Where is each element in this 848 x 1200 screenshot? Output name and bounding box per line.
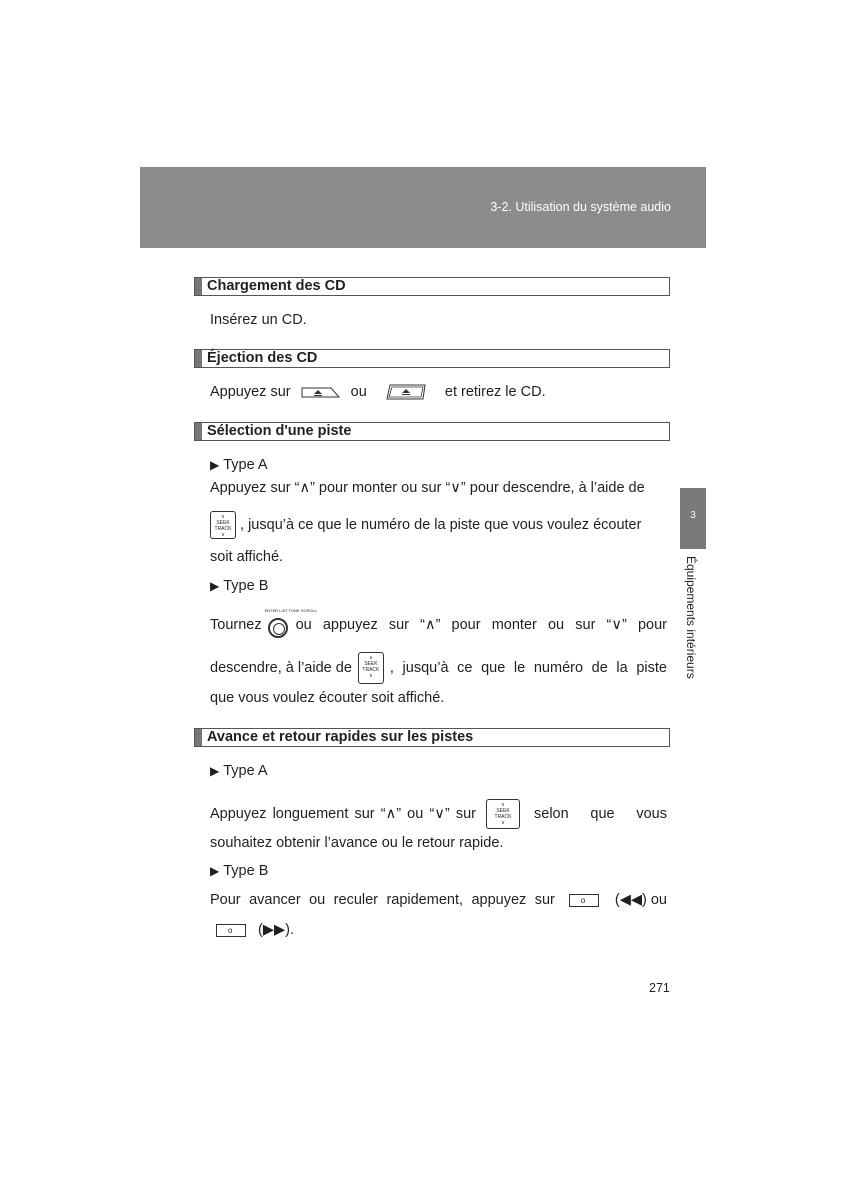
fast-b-line2: o(▶▶). (210, 921, 294, 939)
select-b-line2: descendre, à l’aide de ∧ SEEK TRACK ∨ , jusqu’à ce que le numéro de la piste (210, 652, 667, 684)
section-heading-select: Sélection d'une piste (194, 422, 670, 441)
select-type-a-label: ▶ Type A (210, 457, 268, 473)
bullet-triangle-icon: ▶ (210, 864, 220, 878)
loading-text: Insérez un CD. (210, 312, 307, 328)
select-a-line3: soit affiché. (210, 549, 284, 565)
seek-track-button-icon: ∧ SEEK TRACK ∨ (210, 511, 236, 539)
knob-label: ENTER LIST TUNE·SCROLL (264, 608, 317, 613)
preset-button-icon (216, 924, 246, 937)
select-type-b-label: ▶ Type B (210, 578, 269, 594)
fast-b-line1: Pour avancer ou reculer rapidement, appuyez sur o (◀◀) ou (210, 891, 667, 909)
fast-type-a-label: ▶ Type A (210, 763, 268, 779)
header-band (140, 167, 706, 248)
fast-a-line2: souhaitez obtenir l’avance ou le retour rapide. (210, 835, 504, 851)
fast-type-b-label: ▶ Type B (210, 863, 269, 879)
select-a-line2: ∧ SEEK TRACK ∨ , jusqu’à ce que le numéro de la piste que vous voulez écouter (210, 511, 641, 539)
eject-button-type-b-icon (385, 383, 427, 401)
seek-track-button-icon: ∧ SEEK TRACK ∨ (358, 652, 384, 684)
header-title: 3-2. Utilisation du système audio (490, 200, 671, 214)
bullet-triangle-icon: ▶ (210, 458, 220, 472)
chapter-label: Équipements intérieurs (684, 556, 698, 679)
page-number: 271 (649, 981, 670, 995)
select-b-line3: que vous voulez écouter soit affiché. (210, 690, 445, 706)
select-b-line1: Tournez ENTER LIST TUNE·SCROLL ou appuyez sur “∧” pour monter ou sur “∨” pour (210, 612, 667, 638)
section-heading-fast: Avance et retour rapides sur les pistes (194, 728, 670, 747)
preset-button-icon (569, 894, 599, 907)
eject-button-type-a-icon (301, 385, 341, 399)
bullet-triangle-icon: ▶ (210, 579, 220, 593)
section-heading-eject: Éjection des CD (194, 349, 670, 368)
seek-track-button-icon: ∧ SEEK TRACK ∨ (486, 799, 520, 829)
select-a-line1: Appuyez sur “∧” pour monter ou sur “∨” pour descendre, à l’aide de (210, 480, 645, 496)
fast-a-line1: Appuyez longuement sur “∧” ou “∨” sur ∧ SEEK TRACK ∨ selon que vous (210, 799, 667, 829)
section-heading-loading: Chargement des CD (194, 277, 670, 296)
eject-text: Appuyez sur ou et retirez le CD. (210, 384, 546, 400)
tune-scroll-knob-icon (264, 608, 317, 638)
chapter-tab: 3 (680, 488, 706, 549)
bullet-triangle-icon: ▶ (210, 764, 220, 778)
